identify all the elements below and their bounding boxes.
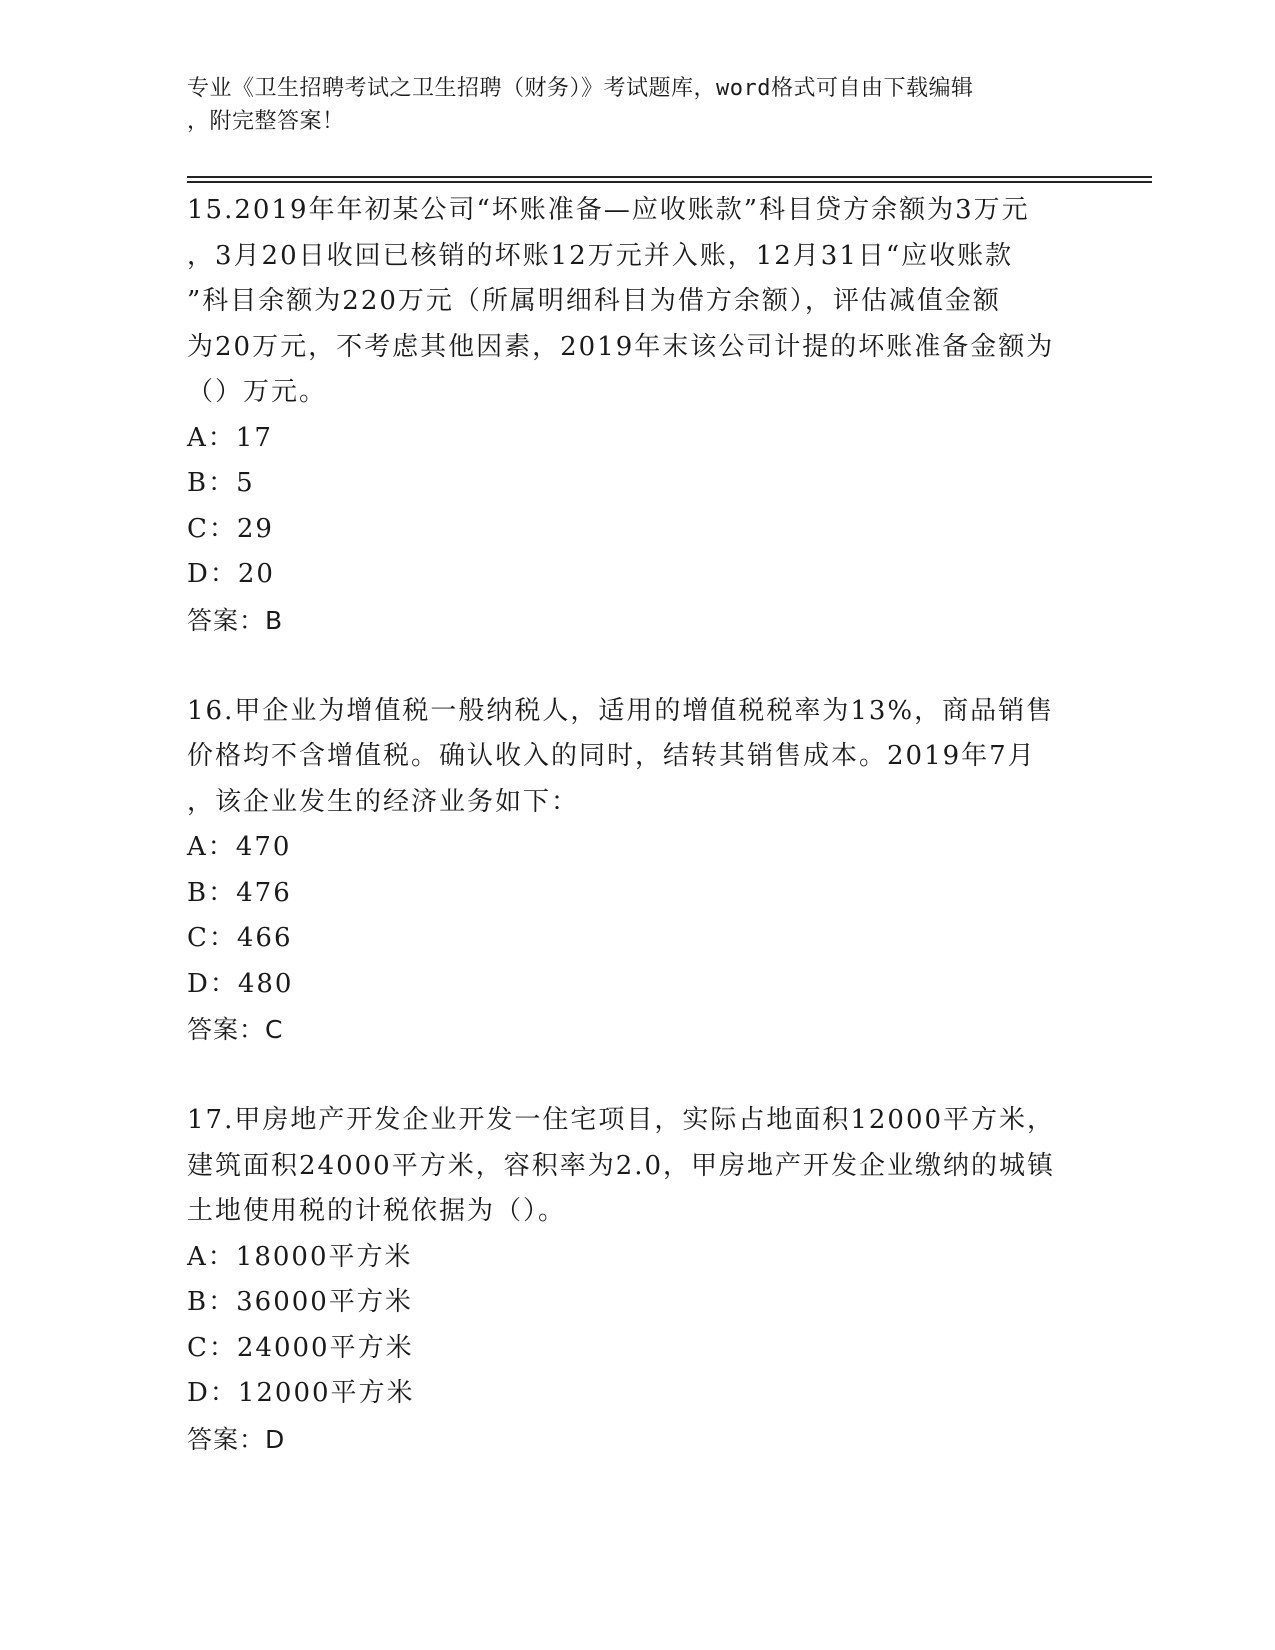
option-d: D：12000平方米 [187, 1378, 415, 1408]
answer-label: 答案：C [187, 1015, 284, 1044]
question-text-line: ”科目余额为220万元（所属明细科目为借方余额），评估减值金额 [187, 286, 1001, 316]
question-spacer [187, 643, 1087, 689]
option-b: B：476 [187, 877, 292, 908]
option-a: A：18000平方米 [187, 1241, 413, 1272]
question-17 [187, 1098, 1087, 1462]
document-header [187, 72, 1087, 138]
question-text-line: 为20万元，不考虑其他因素，2019年末该公司计提的坏账准备金额为 [187, 331, 1055, 362]
header-divider-bottom [187, 181, 1152, 183]
option-d: D：20 [187, 559, 275, 589]
question-text-line: ，3月20日收回已核销的坏账12万元并入账，12月31日“应收账款 [187, 240, 1014, 271]
option-b: B：5 [187, 468, 255, 498]
question-list [187, 188, 1087, 1462]
question-15 [187, 188, 1087, 643]
answer-label: 答案：D [187, 1424, 286, 1454]
question-text-line: 16.甲企业为增值税一般纳税人，适用的增值税税率为13%，商品销售 [187, 695, 1055, 726]
option-a: A：470 [187, 832, 292, 862]
question-text-line: 价格均不含增值税。确认收入的同时，结转其销售成本。2019年7月 [187, 741, 1036, 771]
option-a: A：17 [187, 422, 273, 453]
option-c: C：29 [187, 513, 274, 544]
answer-label: 答案：B [187, 605, 284, 635]
question-text-line: 建筑面积24000平方米，容积率为2.0，甲房地产开发企业缴纳的城镇 [187, 1150, 1056, 1181]
question-spacer [187, 1053, 1087, 1099]
option-c: C：466 [187, 923, 293, 953]
question-text-line: 17.甲房地产开发企业开发一住宅项目，实际占地面积12000平方米， [187, 1105, 1056, 1135]
question-text-line: （）万元。 [187, 377, 328, 407]
option-c: C：24000平方米 [187, 1332, 414, 1363]
header-line-1: 专业《卫生招聘考试之卫生招聘（财务）》考试题库，word格式可自由下载编辑 [187, 76, 974, 101]
header-divider-top [187, 176, 1152, 178]
question-text-line: 土地使用税的计税依据为（）。 [187, 1196, 567, 1226]
option-d: D：480 [187, 968, 294, 999]
question-16 [187, 689, 1087, 1053]
header-line-2: ，附完整答案！ [187, 109, 345, 134]
option-b: B：36000平方米 [187, 1287, 413, 1317]
question-text-line: ，该企业发生的经济业务如下： [187, 786, 580, 817]
question-text-line: 15.2019年年初某公司“坏账准备—应收账款”科目贷方余额为3万元 [187, 195, 1030, 225]
